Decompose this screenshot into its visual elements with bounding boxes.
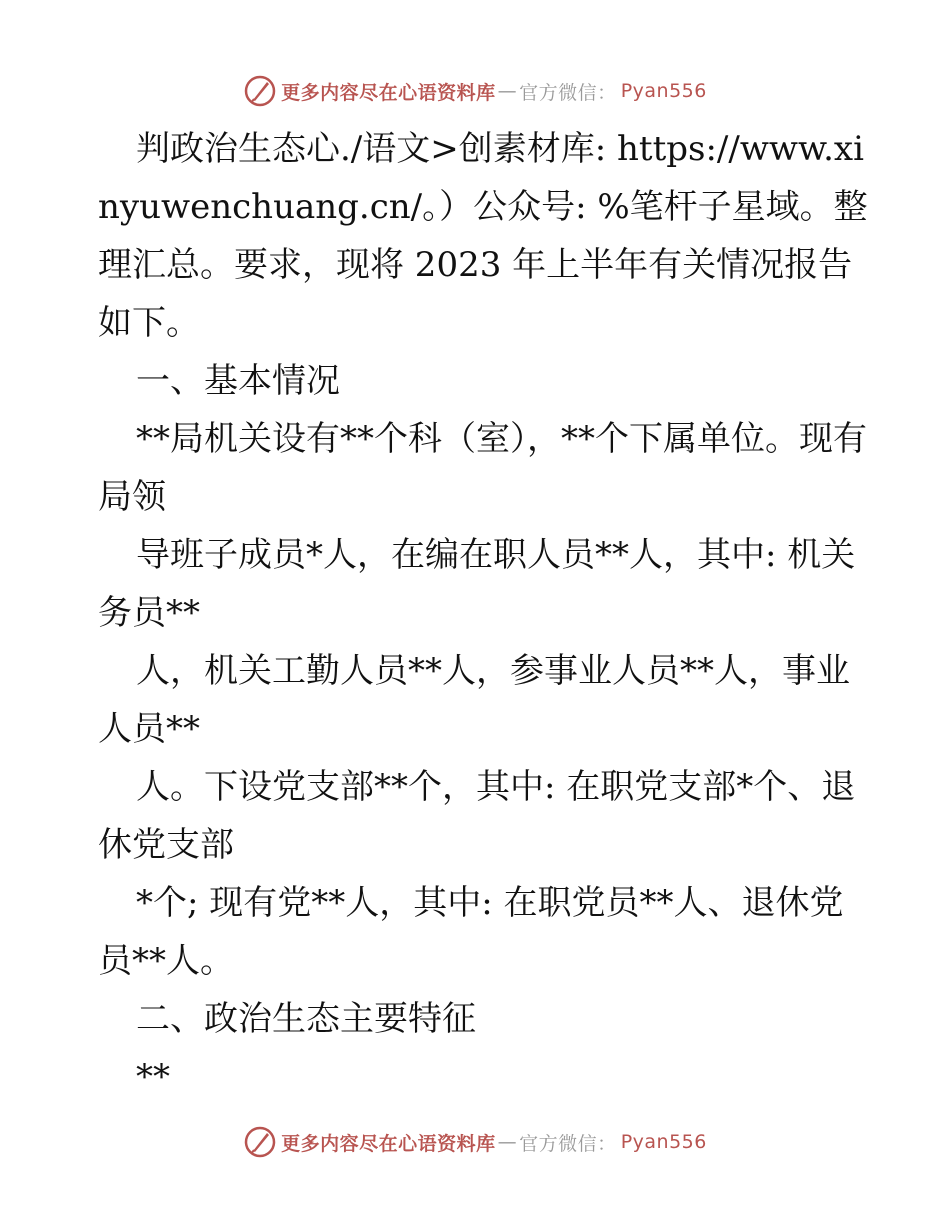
section-heading-basic-info: 一、基本情况: [136, 361, 340, 401]
paragraph-placeholder: **: [136, 1057, 170, 1097]
watermark-text: 更多内容尽在心语资料库: [281, 1132, 496, 1155]
watermark-dash: —: [497, 80, 518, 102]
paragraph-party-branches: 人。下设党支部**个，其中: 在职党支部*个、退休党支部: [98, 767, 856, 865]
watermark-text: 更多内容尽在心语资料库: [281, 81, 496, 104]
document-body: [98, 120, 868, 1106]
paragraph-staff-types: 人，机关工勤人员**人，参事业人员**人，事业人员**: [98, 651, 850, 749]
section-heading-political-ecology: 二、政治生态主要特征: [136, 999, 476, 1039]
quill-pen-logo-icon: [243, 74, 277, 108]
watermark-wechat-label: 官方微信：: [519, 81, 617, 104]
paragraph-intro: 判政治生态心./语文>创素材库: https://www.xinyuwenchuang.cn/。）公众号: %笔杆子星域。整理汇总。要求，现将 2023 年上半年有关情况报告如下。: [98, 129, 868, 343]
watermark-wechat-id: Pyan556: [620, 1131, 707, 1153]
watermark-wechat-id: Pyan556: [620, 80, 707, 102]
header-watermark: [0, 74, 950, 108]
paragraph-party-members: *个; 现有党**人，其中: 在职党员**人、退休党员**人。: [98, 883, 844, 981]
watermark-dash: —: [497, 1131, 518, 1153]
paragraph-staff: 导班子成员*人，在编在职人员**人，其中: 机关务员**: [98, 535, 856, 633]
footer-watermark: [0, 1125, 950, 1159]
quill-pen-logo-icon: [243, 1125, 277, 1159]
watermark-wechat-label: 官方微信：: [519, 1132, 617, 1155]
paragraph-org-structure: **局机关设有**个科（室），**个下属单位。现有局领: [98, 419, 867, 517]
